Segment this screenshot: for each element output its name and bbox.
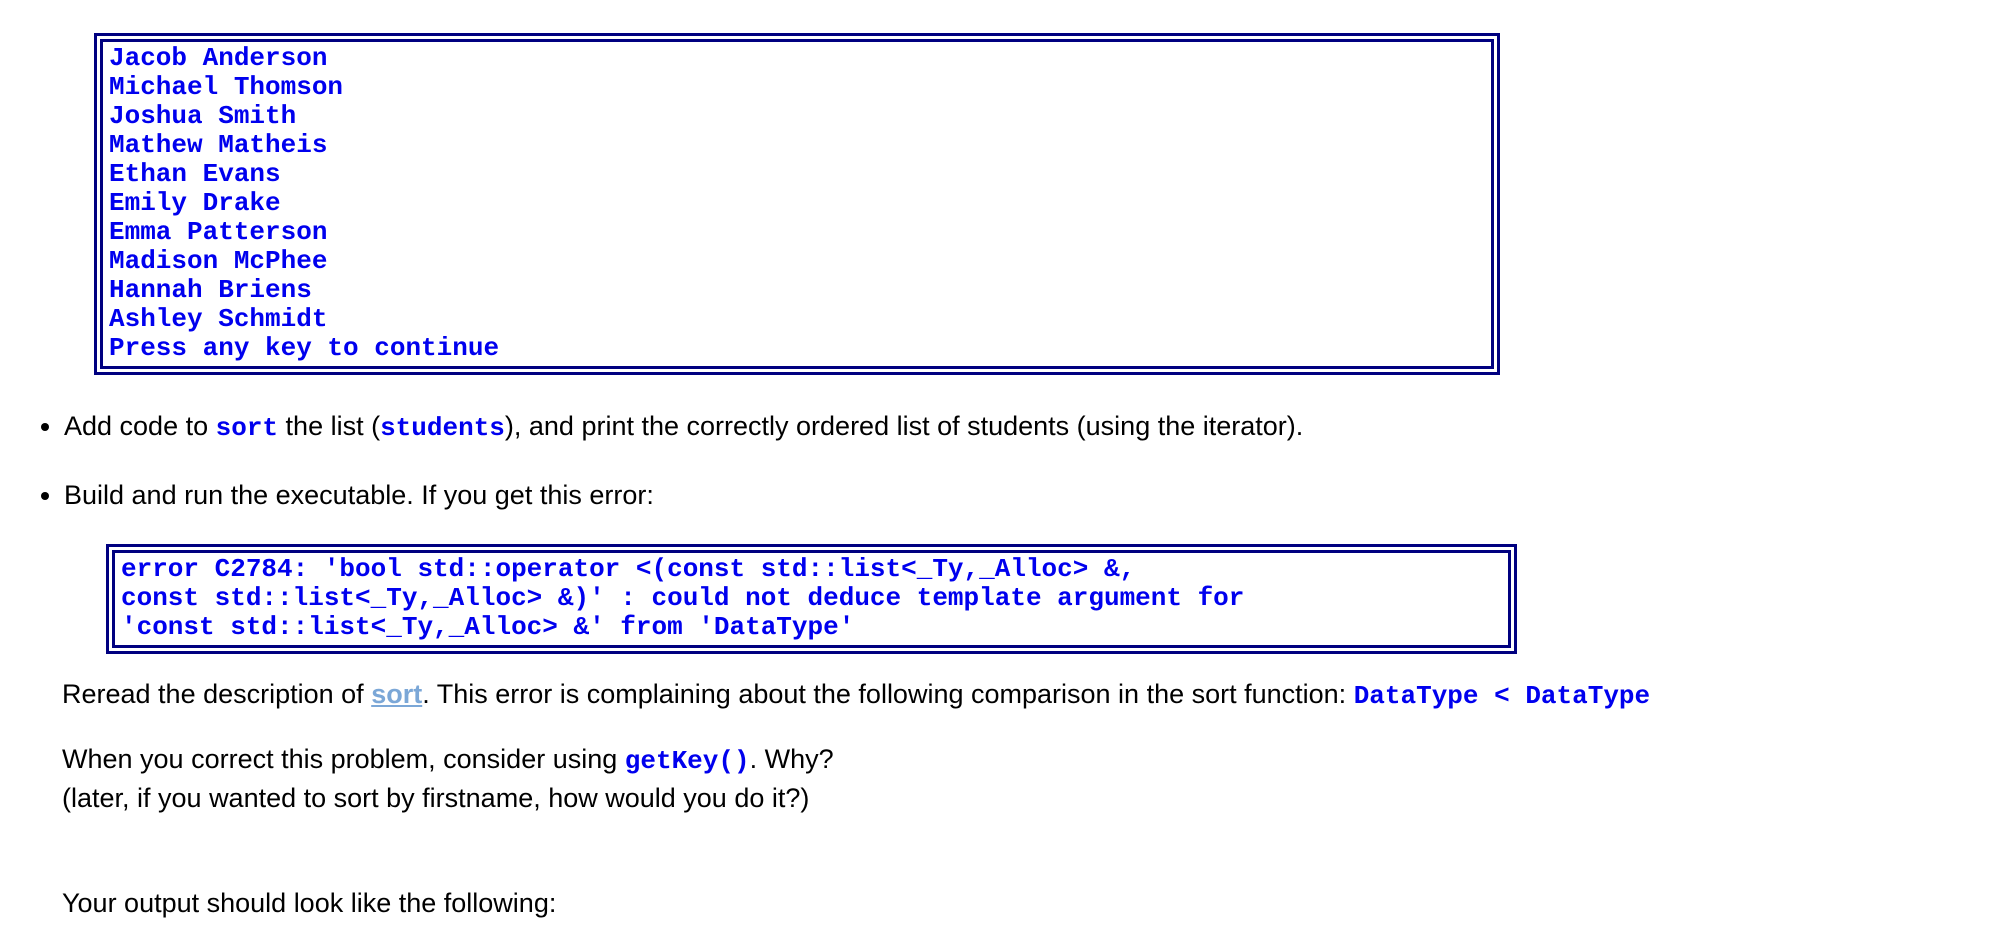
bullet-text: ), and print the correctly ordered list of students (using the iterator). (504, 411, 1304, 441)
instruction-list (0, 408, 2012, 513)
error-line: const std::list<_Ty,_Alloc> &)' : could not deduce template argument for (121, 583, 1245, 613)
paragraph-text: Your output should look like the following: (62, 888, 557, 918)
console-line: Joshua Smith (109, 101, 297, 131)
console-line: Ethan Evans (109, 159, 281, 189)
output-note-paragraph (62, 885, 1992, 922)
paragraph-text: . Why? (749, 744, 834, 774)
error-line: 'const std::list<_Ty,_Alloc> &' from 'DataType' (121, 612, 855, 642)
paragraph-text: When you correct this problem, consider using (62, 744, 625, 774)
console-line: Ashley Schmidt (109, 304, 328, 334)
program-output-box-inner (100, 39, 1494, 369)
console-line: Hannah Briens (109, 275, 312, 305)
inline-code-datatype-comparison: DataType < DataType (1353, 681, 1651, 711)
compiler-error-box-inner (112, 550, 1511, 648)
compiler-error-box (106, 544, 1517, 654)
console-line: Mathew Matheis (109, 130, 328, 160)
inline-code-getkey: getKey() (624, 746, 750, 776)
console-line: Emma Patterson (109, 217, 328, 247)
correction-paragraph (62, 741, 1992, 817)
paragraph-text: Reread the description of (62, 679, 372, 709)
inline-code-students: students (380, 413, 505, 443)
bullet-build-run (64, 477, 2012, 513)
sort-doc-link[interactable]: sort (371, 679, 423, 709)
console-line: Madison McPhee (109, 246, 328, 276)
bullet-text: Add code to (64, 411, 216, 441)
console-line: Press any key to continue (109, 333, 500, 363)
bullet-text: the list ( (278, 411, 381, 441)
paragraph-text: . This error is complaining about the following comparison in the sort function: (422, 679, 1354, 709)
program-output-box (94, 33, 1500, 375)
console-line: Jacob Anderson (109, 43, 328, 73)
reread-paragraph (62, 676, 1992, 715)
error-line: error C2784: 'bool std::operator <(const std::list<_Ty,_Alloc> &, (121, 554, 1136, 584)
console-line: Emily Drake (109, 188, 281, 218)
lab-instructions-page (0, 33, 2012, 922)
bullet-text: Build and run the executable. If you get this error: (64, 480, 654, 510)
inline-code-sort: sort (215, 413, 279, 443)
paragraph-text: (later, if you wanted to sort by firstname, how would you do it?) (62, 783, 810, 813)
console-line: Michael Thomson (109, 72, 344, 102)
bullet-add-sort-code (64, 408, 2012, 446)
